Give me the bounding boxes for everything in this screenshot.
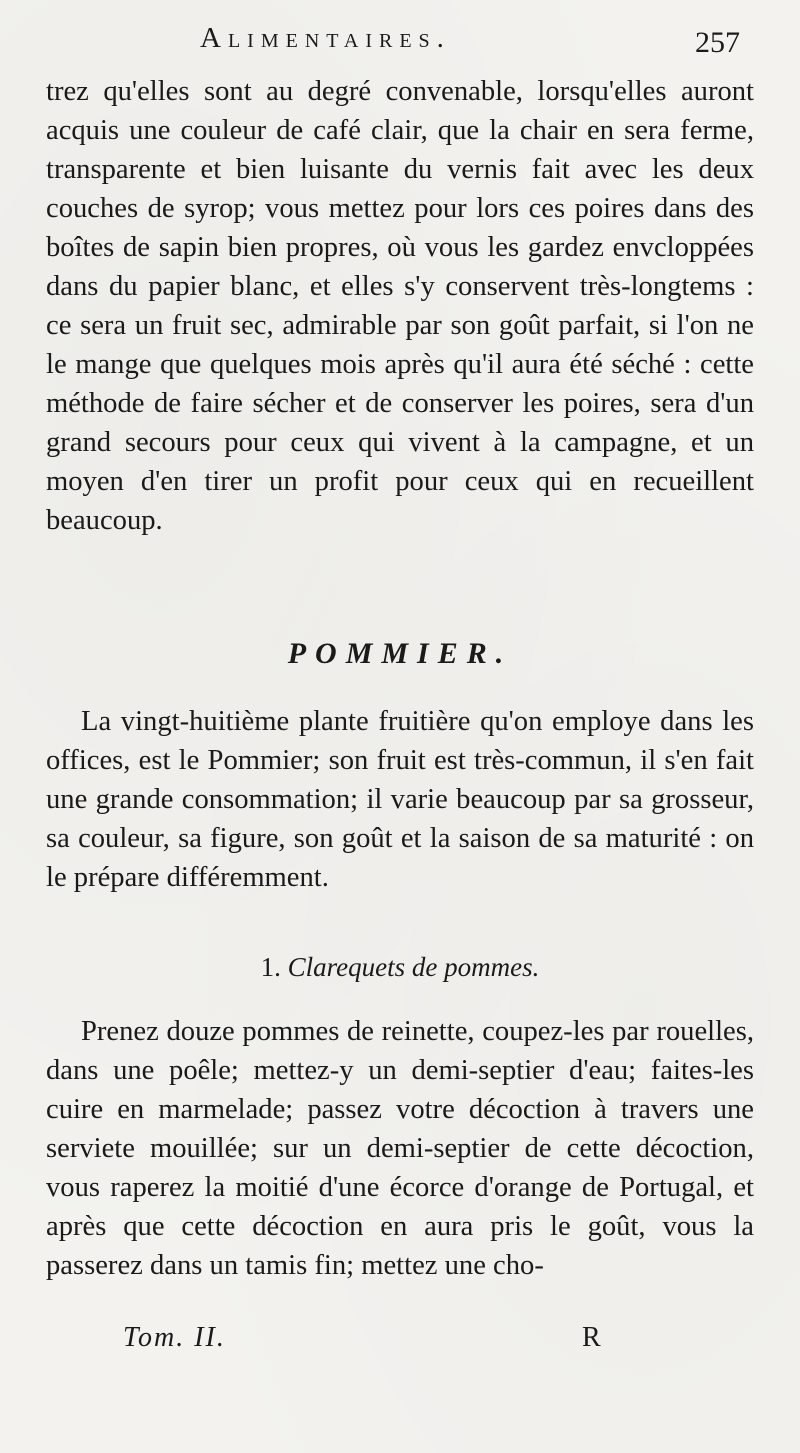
- volume-mark: Tom. II.: [123, 1322, 226, 1353]
- signature-mark: R: [582, 1322, 601, 1353]
- recipe-title: Clarequets de pommes.: [287, 952, 540, 982]
- page-footer: [0, 1322, 800, 1362]
- paragraph-pear-drying: trez qu'elles sont au degré convenable, lorsqu'elles auront acquis une couleur de café clair, que la chair en sera ferme, transparente et bien luisante du vernis fait avec les deux couches de syrop; vous mettez pour lors ces poires dans des boîtes de sapin bien propres, où vous les gardez envcloppées dans du papier blanc, et elles s'y conservent très-longtems : ce sera un fruit sec, admirable par son goût parfait, si l'on ne le mange que quelques mois après qu'il aura été séché : cette méthode de faire sécher et de conserver les poires, sera d'un grand secours pour ceux qui vivent à la campagne, et un moyen d'en tirer un profit pour ceux qui en recueillent beaucoup.: [46, 76, 754, 536]
- section-title: POMMIER.: [287, 637, 513, 670]
- paragraph-recipe: Prenez douze pommes de reinette, coupez-les par rouelles, dans une poêle; mettez-y un demi-septier d'eau; faites-les cuire en marmelade; passez votre décoction à travers une serviete mouillée; sur un demi-septier de cette décoction, vous raperez la moitié d'une écorce d'orange de Portugal, et après que cette décoction en aura pris le goût, vous la passerez dans un tamis fin; mettez une cho-: [46, 1016, 754, 1281]
- recipe-number: 1.: [260, 952, 281, 982]
- recipe-heading: [0, 952, 800, 983]
- page-header: [0, 22, 800, 72]
- running-head: Alimentaires.: [200, 22, 451, 54]
- page-number: 257: [695, 26, 740, 59]
- paragraph-apple-intro: La vingt-huitième plante fruitière qu'on employe dans les offices, est le Pommier; son fruit est très-commun, il s'en fait une grande consommation; il varie beaucoup par sa grosseur, sa couleur, sa figure, son goût et la saison de sa maturité : on le prépare différemment.: [46, 706, 754, 893]
